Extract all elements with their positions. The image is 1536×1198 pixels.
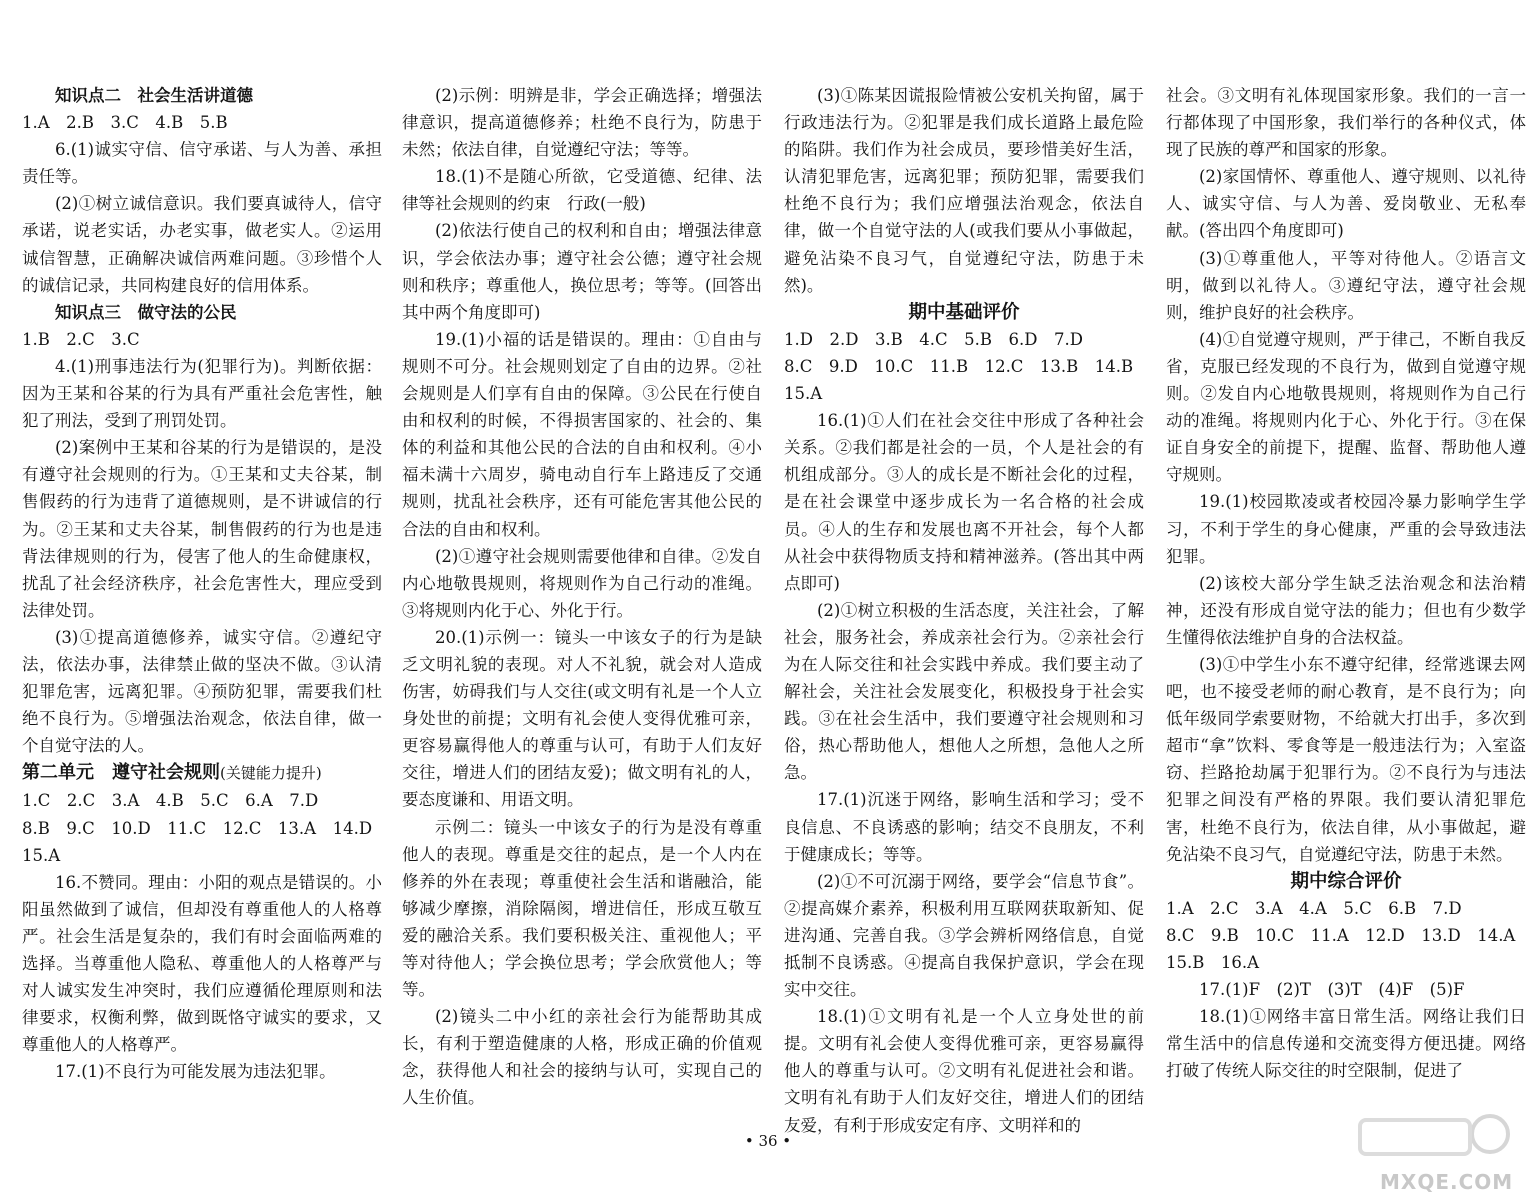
answer-paragraph: 示例二：镜头一中该女子的行为是没有尊重他人的表现。尊重是交往的起点，是一个人内在修养的外在表现；尊重使社会生活和谐融洽，能够减少摩擦，消除隔阂，增进信任，形成互敬互爱的融洽关系。我们要积极关注、重视他人；平等对待他人；学会换位思考；学会欣赏他人；等等。 <box>402 817 762 1000</box>
column-2 <box>402 82 762 1112</box>
answer-line: 8.B 9.C 10.D 11.C 12.C 13.A 14.D <box>22 818 373 838</box>
answer-paragraph: 16.不赞同。理由：小阳的观点是错误的。小阳虽然做到了诚信，但却没有尊重他人的人格尊严。社会生活是复杂的，我们有时会面临两难的选择。当尊重他人隐私、尊重他人的人格尊严与对人诚实发生冲突时，我们应遵循伦理原则和法律要求，权衡利弊，做到既恪守诚实的要求，又尊重他人的人格尊严。 <box>22 872 382 1055</box>
answer-paragraph: 4.(1)刑事违法行为(犯罪行为)。判断依据：因为王某和谷某的行为具有严重社会危害性，触犯了刑法，受到了刑罚处罚。 <box>22 356 382 431</box>
answer-paragraph: (3)①中学生小东不遵守纪律，经常逃课去网吧，也不接受老师的耐心教育，是不良行为；向低年级同学索要财物，不给就大打出手，多次到超市“拿”饮料、零食等是一般违法行为；入室盗窃、拦路抢劫属于犯罪行为。②不良行为与违法犯罪之间没有严格的界限。我们要认清犯罪危害，杜绝不良行为，依法自律，从小事做起，避免沾染不良习气，自觉遵纪守法，防患于未然。 <box>1166 654 1526 864</box>
answer-paragraph: 18.(1)①网络丰富日常生活。网络让我们日常生活中的信息传递和交流变得方便迅捷。网络打破了传统人际交往的时空限制，促进了 <box>1166 1007 1526 1081</box>
answer-paragraph: (2)①遵守社会规则需要他律和自律。②发自内心地敬畏规则，将规则作为自己行动的准绳。③将规则内化于心、外化于行。 <box>402 546 762 620</box>
answer-paragraph: (2)家国情怀、尊重他人、遵守规则、以礼待人、诚实守信、与人为善、爱岗敬业、无私奉献。(答出四个角度即可) <box>1166 167 1526 241</box>
answer-line: 1.C 2.C 3.A 4.B 5.C 6.A 7.D <box>22 791 319 811</box>
section-heading: 知识点二 社会生活讲道德 <box>55 86 253 105</box>
evaluation-title: 期中基础评价 <box>908 301 1020 323</box>
answer-line: 1.A 2.C 3.A 4.A 5.C 6.B 7.D <box>1166 898 1462 918</box>
answer-line: 8.C 9.D 10.C 11.B 12.C 13.B 14.B <box>784 356 1134 376</box>
answer-line: 1.B 2.C 3.C <box>22 329 140 349</box>
answer-line: 15.A <box>22 845 61 865</box>
page-number: • 36 • <box>744 1132 792 1150</box>
answer-paragraph: (4)①自觉遵守规则，严于律己，不断自我反省，克服已经发现的不良行为，做到自觉遵守规则。②发自内心地敬畏规则，将规则作为自己行动的准绳。将规则内化于心、外化于行。③在保证自身安全的前提下，提醒、监督、帮助他人遵守规则。 <box>1166 329 1526 485</box>
column-3 <box>784 82 1144 1139</box>
answer-paragraph: 17.(1)沉迷于网络，影响生活和学习；受不良信息、不良诱惑的影响；结交不良朋友，不利于健康成长；等等。 <box>784 790 1144 864</box>
unit-heading <box>22 759 382 787</box>
unit-title: 第二单元 遵守社会规则 <box>22 762 220 784</box>
answer-paragraph: (2)①不可沉溺于网络，要学会“信息节食”。②提高媒介素养，积极利用互联网获取新知、促进沟通、完善自我。③学会辨析网络信息，自觉抵制不良诱惑。④提高自我保护意识，学会在现实中交往。 <box>784 871 1144 1000</box>
watermark-text: MXQE.COM <box>1380 1170 1514 1194</box>
answer-paragraph: (2)①树立积极的生活态度，关注社会，了解社会，服务社会，养成亲社会行为。②亲社会行为在人际交往和社会实践中养成。我们要主动了解社会，关注社会发展变化，积极投身于社会实践。③在社会生活中，我们要遵守社会规则和习俗，热心帮助他人，想他人之所想，急他人之所急。 <box>784 600 1144 783</box>
answer-line: 1.D 2.D 3.B 4.C 5.B 6.D 7.D <box>784 329 1083 349</box>
answer-paragraph: (2)①树立诚信意识。我们要真诚待人，信守承诺，说老实话，办老实事，做老实人。②运用诚信智慧，正确解决诚信两难问题。③珍惜个人的诚信记录，共同构建良好的信用体系。 <box>22 194 382 295</box>
answer-paragraph: 18.(1)①文明有礼是一个人立身处世的前提。文明有礼会使人变得优雅可亲，更容易赢得他人的尊重与认可。②文明有礼促进社会和谐。文明有礼有助于人们友好交往，增进人们的团结友爱，有利于形成安定有序、文明祥和的 <box>784 1007 1144 1135</box>
answer-paragraph: (2)该校大部分学生缺乏法治观念和法治精神，还没有形成自觉守法的能力；但也有少数学生懂得依法维护自身的合法权益。 <box>1166 573 1526 647</box>
unit-subtitle: (关键能力提升) <box>220 764 322 783</box>
answer-paragraph: 17.(1)不良行为可能发展为违法犯罪。 <box>55 1062 336 1082</box>
evaluation-title: 期中综合评价 <box>1290 870 1402 892</box>
answer-line: 15.B 16.A <box>1166 953 1260 972</box>
answer-line: 1.A 2.B 3.C 4.B 5.B <box>22 113 228 133</box>
answer-paragraph: (2)案例中王某和谷某的行为是错误的，是没有遵守社会规则的行为。①王某和丈夫谷某，制售假药的行为违背了道德规则，是不讲诚信的行为。②王某和丈夫谷某，制售假药的行为也是违背法律规则的行为，侵害了他人的生命健康权，扰乱了社会经济秩序，社会危害性大，理应受到法律处罚。 <box>22 438 382 620</box>
answer-paragraph: (3)①陈某因谎报险情被公安机关拘留，属于行政违法行为。②犯罪是我们成长道路上最危险的陷阱。我们作为社会成员，要珍惜美好生活，认清犯罪危害，远离犯罪；预防犯罪，需要我们杜绝不良行为；我们应增强法治观念，依法自律，做一个自觉守法的人(或我们要从小事做起，避免沾染不良习气，自觉遵纪守法，防患于未然)。 <box>784 86 1144 295</box>
column-4 <box>1166 82 1526 1084</box>
answer-line: 社会。③文明有礼体现国家形象。我们的一言一行都体现了中国形象，我们举行的各种仪式，体现了民族的尊严和国家的形象。 <box>1166 86 1526 160</box>
column-1 <box>22 82 382 1085</box>
answer-paragraph: 19.(1)小福的话是错误的。理由：①自由与规则不可分。社会规则划定了自由的边界。②社会规则是人们享有自由的保障。③公民在行使自由和权利的时候，不得损害国家的、社会的、集体的利益和其他公民的合法的自由和权利。④小福未满十六周岁，骑电动自行车上路违反了交通规则，扰乱社会秩序，还有可能危害其他公民的合法的自由和权利。 <box>402 329 762 539</box>
answer-paragraph: 18.(1)不是随心所欲，它受道德、纪律、法律等社会规则的约束 行政(一般) <box>402 167 762 214</box>
answer-paragraph: (3)①尊重他人，平等对待他人。②语言文明，做到以礼待人。③遵纪守法，遵守社会规则，维护良好的社会秩序。 <box>1166 248 1526 322</box>
section-heading: 知识点三 做守法的公民 <box>55 302 237 322</box>
answer-line: 15.A <box>784 384 823 404</box>
answer-paragraph: (2)镜头二中小红的亲社会行为能帮助其成长，有利于塑造健康的人格，形成正确的价值观念，获得他人和社会的接纳与认可，实现自己的人生价值。 <box>402 1007 762 1108</box>
answer-paragraph: 6.(1)诚实守信、信守承诺、与人为善、承担责任等。 <box>22 140 382 187</box>
answer-paragraph: (2)依法行使自己的权利和自由；增强法律意识，学会依法办事；遵守社会公德；遵守社会规则和秩序；尊重他人，换位思考；等等。(回答出其中两个角度即可) <box>402 221 762 322</box>
answer-paragraph: 20.(1)示例一：镜头一中该女子的行为是缺乏文明礼貌的表现。对人不礼貌，就会对人造成伤害，妨碍我们与人交往(或文明有礼是一个人立身处世的前提；文明有礼会使人变得优雅可亲，更容易赢得他人的尊重与认可，有助于人们友好交往，增进人们的团结友爱)；做文明有礼的人，要态度谦和、用语文明。 <box>402 627 762 810</box>
answer-paragraph: (3)①提高道德修养，诚实守信。②遵纪守法，依法办事，法律禁止做的坚决不做。③认清犯罪危害，远离犯罪。④预防犯罪，需要我们杜绝不良行为。⑤增强法治观念，依法自律，做一个自觉守法的人。 <box>22 627 382 756</box>
answer-paragraph: 17.(1)F (2)T (3)T (4)F (5)F <box>1199 980 1465 1000</box>
answer-paragraph: 19.(1)校园欺凌或者校园冷暴力影响学生学习，不利于学生的身心健康，严重的会导致违法犯罪。 <box>1166 492 1526 566</box>
answer-paragraph: (2)示例：明辨是非，学会正确选择；增强法律意识，提高道德修养；杜绝不良行为，防患于未然；依法自律，自觉遵纪守法；等等。 <box>402 86 762 160</box>
answer-paragraph: 16.(1)①人们在社会交往中形成了各种社会关系。②我们都是社会的一员，个人是社会的有机组成部分。③人的成长是不断社会化的过程，是在社会课堂中逐步成长为一名合格的社会成员。④人的生存和发展也离不开社会，每个人都从社会中获得物质支持和精神滋养。(答出其中两点即可) <box>784 411 1144 593</box>
answer-line: 8.C 9.B 10.C 11.A 12.D 13.D 14.A <box>1166 925 1516 945</box>
